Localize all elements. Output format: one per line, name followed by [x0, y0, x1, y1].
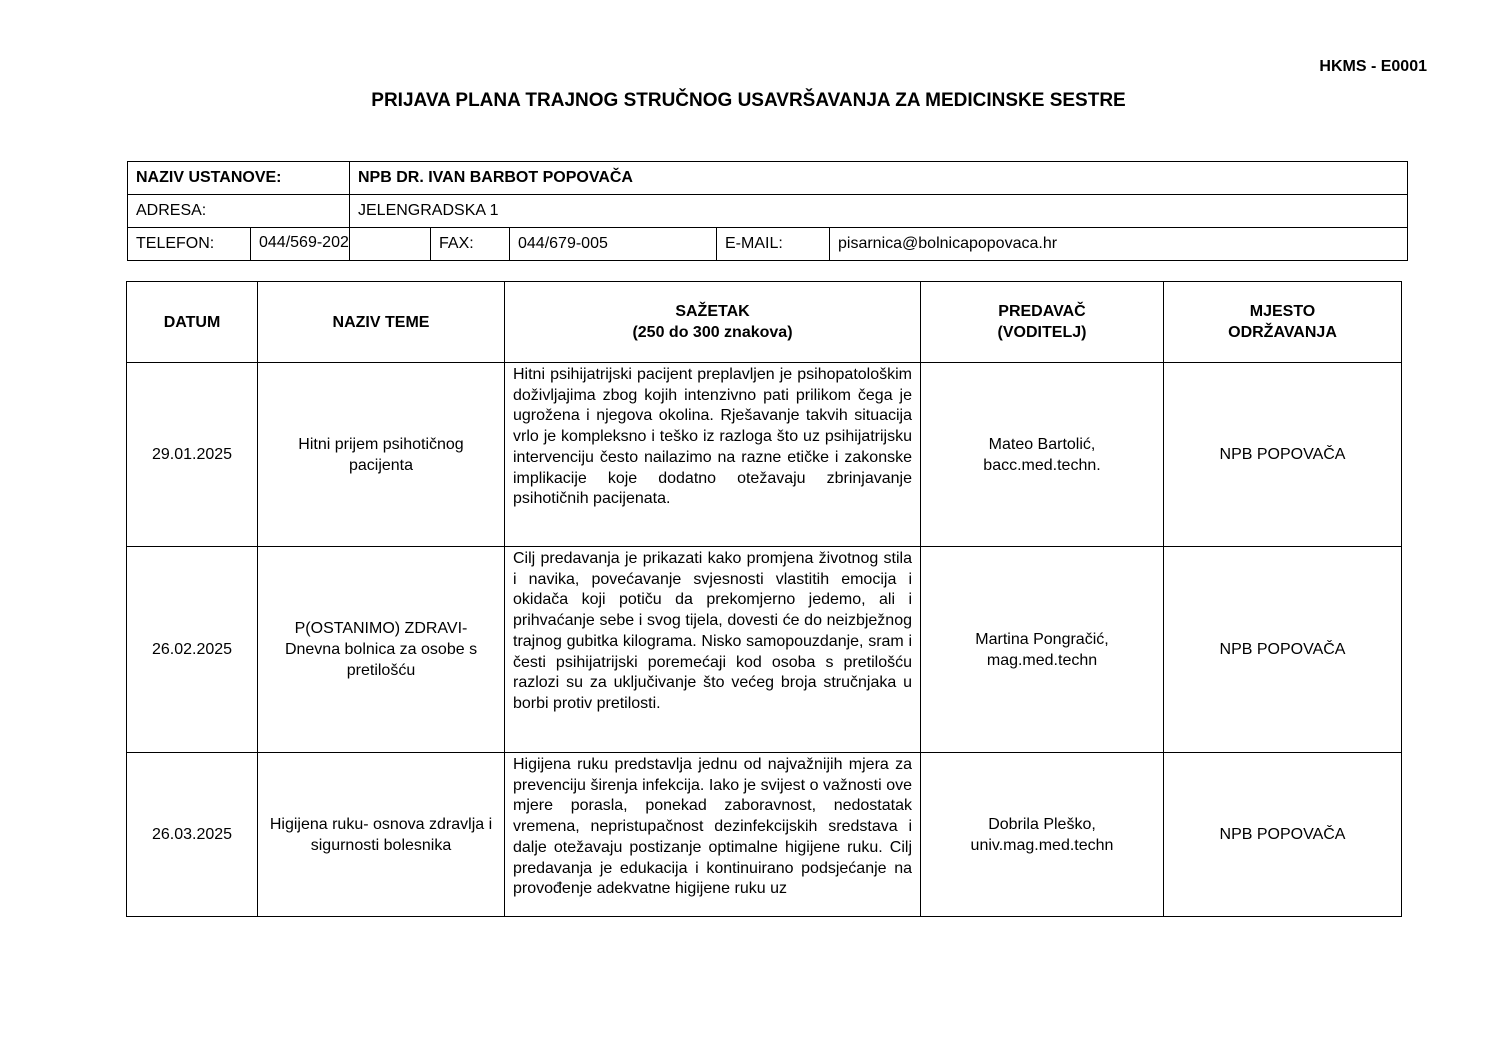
header-place-line2: ODRŽAVANJA	[1228, 324, 1337, 341]
header-summary-line2: (250 do 300 znakova)	[632, 324, 793, 341]
row-topic: Hitni prijem psihotičnog pacijenta	[258, 363, 505, 547]
header-lecturer-line2: (VODITELJ)	[997, 324, 1087, 341]
lecturer-name: Dobrila Pleško,	[988, 815, 1096, 833]
table-row	[127, 547, 1402, 753]
lecturer-title: bacc.med.techn.	[983, 456, 1101, 474]
header-summary	[505, 282, 921, 363]
table-row	[127, 753, 1402, 917]
row-place: NPB POPOVAČA	[1164, 753, 1402, 917]
email-label: E-MAIL:	[717, 228, 830, 260]
row-place: NPB POPOVAČA	[1164, 363, 1402, 547]
header-summary-line1: SAŽETAK	[675, 303, 750, 320]
row-lecturer	[921, 753, 1164, 917]
row-date: 26.03.2025	[127, 753, 258, 917]
institution-name-value: NPB DR. IVAN BARBOT POPOVAČA	[350, 162, 1408, 195]
row-date: 29.01.2025	[127, 363, 258, 547]
fax-value: 044/679-005	[510, 228, 717, 260]
plan-header-row	[127, 282, 1402, 363]
lecturer-title: univ.mag.med.techn	[970, 836, 1114, 854]
address-label: ADRESA:	[128, 195, 350, 228]
row-topic: P(OSTANIMO) ZDRAVI- Dnevna bolnica za osobe s pretilošću	[258, 547, 505, 753]
lecturer-title: mag.med.techn	[986, 651, 1098, 669]
institution-name-label: NAZIV USTANOVE:	[128, 162, 350, 195]
lecturer-name: Mateo Bartolić,	[988, 435, 1096, 453]
row-place: NPB POPOVAČA	[1164, 547, 1402, 753]
fax-label: FAX:	[431, 228, 510, 260]
header-lecturer-line1: PREDAVAČ	[998, 303, 1086, 320]
row-summary-text: Higijena ruku predstavlja jednu od najvažnijih mjera za prevenciju širenja infekcija. Iako je svijest o važnosti ove mjere porasla, ponekad zaboravnost, nedostatak vremena, nepristupačnost dezinfekcijskih sredstava i dalje otežavaju postizanje optimalne higijene ruku. Cilj predavanja je edukacija i kontinuirano podsjećanje na provođenje adekvatne higijene ruku uz	[513, 756, 912, 898]
page-title: PRIJAVA PLANA TRAJNOG STRUČNOG USAVRŠAVANJA ZA MEDICINSKE SESTRE	[371, 90, 1126, 111]
contact-right-cell	[350, 228, 1408, 261]
header-place	[1164, 282, 1402, 363]
header-place-line1: MJESTO	[1249, 303, 1316, 320]
row-lecturer	[921, 363, 1164, 547]
address-value: JELENGRADSKA 1	[350, 195, 1408, 228]
lecturer-name: Martina Pongračić,	[975, 630, 1109, 648]
email-value: pisarnica@bolnicapopovaca.hr	[838, 235, 1058, 252]
row-summary	[505, 753, 921, 917]
header-date: DATUM	[127, 282, 258, 363]
header-topic: NAZIV TEME	[258, 282, 505, 363]
row-summary: Cilj predavanja je prikazati kako promjena životnog stila i navika, povećavanje svjesnosti vlastitih emocija i okidača koji potiču da prekomjerno jedemo, ali i prihvaćanje sebe i svog tijela, dovesti će do neizbježnog trajnog gubitka kilograma. Nisko samopouzdanje, sram i česti psihijatrijski poremećaji kod osoba s pretilošću razlozi su za uključivanje što većeg broja stručnjaka u borbi protiv pretilosti.	[505, 547, 921, 753]
form-code: HKMS - E0001	[1319, 58, 1427, 75]
table-row	[127, 363, 1402, 547]
row-topic: Higijena ruku- osnova zdravlja i sigurnosti bolesnika	[258, 753, 505, 917]
institution-name-row	[128, 162, 1408, 195]
phone-label: TELEFON:	[128, 228, 251, 260]
phone-value: 044/569-202	[259, 234, 349, 251]
header-lecturer	[921, 282, 1164, 363]
plan-table	[126, 281, 1402, 917]
row-date: 26.02.2025	[127, 547, 258, 753]
row-lecturer	[921, 547, 1164, 753]
address-row	[128, 195, 1408, 228]
row-summary: Hitni psihijatrijski pacijent preplavljen je psihopatološkim doživljajima zbog kojih intenzivno pati prilikom čega je ugrožena i njegova okolina. Rješavanje takvih situacija vrlo je kompleksno i teško iz razloga što uz psihijatrijsku intervenciju često nailazimo na razne etičke i zakonske implikacije koje dodatno otežavaju zbrinjavanje psihotičnih pacijenata.	[505, 363, 921, 547]
